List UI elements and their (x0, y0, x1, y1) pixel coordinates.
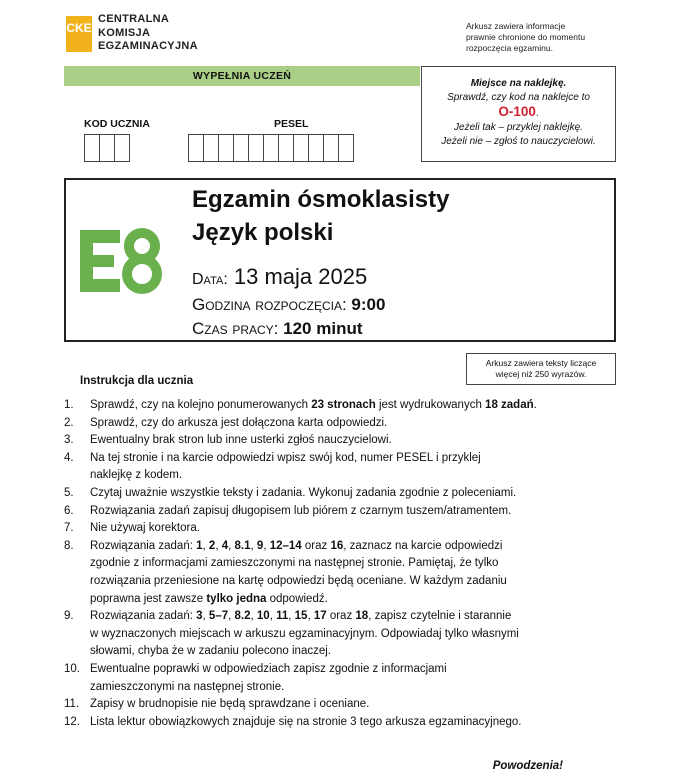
instruction-number: 3. (64, 434, 74, 447)
pesel-box[interactable] (293, 134, 309, 162)
code-box[interactable] (84, 134, 100, 162)
instruction-line: zamieszczonymi na następnej stronie. (90, 680, 285, 693)
instruction-text (90, 714, 584, 732)
student-fill-bar: WYPEŁNIA UCZEŃ (64, 66, 420, 86)
start-label: Godzina rozpoczęcia: (192, 295, 347, 314)
exam-subject: Język polski (192, 219, 334, 246)
instruction-line: Sprawdź, czy na kolejno ponumerowanych 23 stronach jest wydrukowanych 18 zadań. (90, 399, 537, 411)
sticker-check: Sprawdź, czy kod na naklejce to (447, 92, 590, 103)
instruction-number: 5. (64, 486, 74, 499)
instruction-item (64, 608, 584, 661)
e8-logo (78, 226, 168, 296)
instruction-line: w wyznaczonych miejscach w arkuszu egzaminacyjnym. Odpowiadaj tylko własnymi (90, 627, 519, 640)
instruction-line: Rozwiązania zadań zapisuj długopisem lub piórem z czarnym tuszem/atramentem. (90, 504, 512, 517)
pesel-box[interactable] (323, 134, 339, 162)
sticker-title: Miejsce na naklejkę. (470, 78, 567, 89)
notice-line: Arkusz zawiera informacje (466, 21, 566, 31)
instruction-number: 7. (64, 522, 74, 535)
instruction-line: Na tej stronie i na karcie odpowiedzi wpisz swój kod, numer PESEL i przyklej (90, 451, 481, 464)
cke-logo (66, 16, 92, 52)
instruction-item (64, 520, 584, 538)
org-line: EGZAMINACYJNA (98, 40, 198, 52)
instructions-list (64, 397, 584, 731)
instruction-item (64, 661, 584, 696)
instruction-line: poprawna jest zawsze tylko jedna odpowiedź. (90, 592, 328, 605)
instruction-text (90, 538, 584, 608)
instruction-line: Ewentualne poprawki w odpowiedziach zapisz zgodnie z informacjami (90, 662, 447, 675)
instruction-number: 10. (64, 662, 80, 675)
instruction-item (64, 503, 584, 521)
instruction-line: Lista lektur obowiązkowych znajduje się na stronie 3 tego arkusza egzaminacyjnego. (90, 715, 522, 728)
pesel-box[interactable] (218, 134, 234, 162)
exam-duration (192, 319, 363, 339)
org-name (98, 13, 198, 54)
sticker-no: Jeżeli nie – zgłoś to nauczycielowi. (441, 136, 596, 147)
pesel-box[interactable] (263, 134, 279, 162)
instruction-line: Sprawdź, czy do arkusza jest dołączona karta odpowiedzi. (90, 416, 388, 429)
sticker-code: O-100 (498, 104, 536, 119)
instruction-text (90, 608, 584, 661)
sticker-code-suffix: . (535, 108, 539, 119)
pesel-box[interactable] (203, 134, 219, 162)
instruction-text (90, 397, 584, 415)
pesel-box[interactable] (308, 134, 324, 162)
pesel-label: PESEL (274, 118, 309, 130)
note-line: więcej niż 250 wyrazów. (495, 369, 587, 379)
student-code-boxes[interactable] (84, 134, 129, 162)
pesel-box[interactable] (278, 134, 294, 162)
protected-notice (466, 21, 636, 54)
instruction-item (64, 714, 584, 732)
code-box[interactable] (114, 134, 130, 162)
instruction-item (64, 415, 584, 433)
pesel-box[interactable] (188, 134, 204, 162)
instruction-number: 2. (64, 416, 74, 429)
start-value: 9:00 (351, 295, 386, 314)
instruction-line: Rozwiązania zadań: 3, 5–7, 8.2, 10, 11, 15, 17 oraz 18, zapisz czytelnie i starannie (90, 610, 512, 623)
instruction-text (90, 661, 584, 696)
e8-badge-text: E8 (78, 226, 80, 227)
good-luck: Powodzenia! (492, 760, 563, 772)
notice-line: rozpoczęcia egzaminu. (466, 43, 553, 53)
instruction-number: 11. (64, 698, 80, 711)
instruction-text (90, 503, 584, 521)
instruction-item (64, 696, 584, 714)
note-line: Arkusz zawiera teksty liczące (485, 358, 597, 368)
instruction-line: Nie używaj korektora. (90, 522, 200, 535)
sticker-yes: Jeżeli tak – przyklej naklejkę. (454, 122, 583, 133)
org-line: KOMISJA (98, 26, 151, 39)
instruction-number: 12. (64, 715, 80, 728)
instructions-title: Instrukcja dla ucznia (80, 375, 194, 387)
pesel-box[interactable] (248, 134, 264, 162)
instruction-line: naklejkę z kodem. (90, 469, 183, 482)
instruction-item (64, 538, 584, 608)
exam-start-time (192, 295, 385, 315)
duration-label: Czas pracy: (192, 319, 279, 338)
pesel-box[interactable] (233, 134, 249, 162)
word-count-note (466, 353, 616, 385)
exam-date (192, 264, 367, 290)
duration-value: 120 minut (283, 319, 363, 338)
instruction-item (64, 450, 584, 485)
pesel-box[interactable] (338, 134, 354, 162)
instruction-line: Zapisy w brudnopisie nie będą sprawdzane i oceniane. (90, 698, 370, 711)
instruction-number: 4. (64, 451, 74, 464)
org-line: CENTRALNA (98, 13, 170, 25)
sticker-box (421, 66, 616, 162)
instruction-number: 1. (64, 399, 74, 411)
student-code-label: KOD UCZNIA (84, 118, 150, 130)
instruction-text (90, 520, 584, 538)
logo-mark-text: CKE (66, 21, 92, 35)
date-label: Data: (192, 271, 228, 288)
code-box[interactable] (99, 134, 115, 162)
instruction-line: Ewentualny brak stron lub inne usterki zgłoś nauczycielowi. (90, 434, 392, 447)
instruction-number: 6. (64, 504, 74, 517)
instruction-text (90, 450, 584, 485)
instruction-text (90, 415, 584, 433)
exam-title: Egzamin ósmoklasisty (192, 186, 450, 213)
instruction-line: Czytaj uważnie wszystkie teksty i zadania. Wykonuj zadania zgodnie z poleceniami. (90, 486, 517, 499)
instruction-line: rozwiązania przeniesione na kartę odpowiedzi będą oceniane. W każdym zadaniu (90, 574, 507, 587)
instruction-item (64, 397, 584, 415)
instruction-text (90, 696, 584, 714)
instruction-number: 8. (64, 539, 74, 552)
instruction-number: 9. (64, 610, 74, 623)
instruction-item (64, 432, 584, 450)
notice-line: prawnie chronione do momentu (466, 32, 586, 42)
date-value: 13 maja 2025 (233, 264, 368, 289)
instruction-item (64, 485, 584, 503)
instruction-text (90, 432, 584, 450)
instruction-text (90, 485, 584, 503)
pesel-boxes[interactable] (188, 134, 353, 162)
instruction-line: słowami, chyba że w zadaniu polecono inaczej. (90, 645, 331, 658)
instruction-line: zgodnie z informacjami zamieszczonymi na następnej stronie. Pamiętaj, że tylko (90, 557, 499, 570)
instruction-line: Rozwiązania zadań: 1, 2, 4, 8.1, 9, 12–14 oraz 16, zaznacz na karcie odpowiedzi (90, 539, 503, 552)
